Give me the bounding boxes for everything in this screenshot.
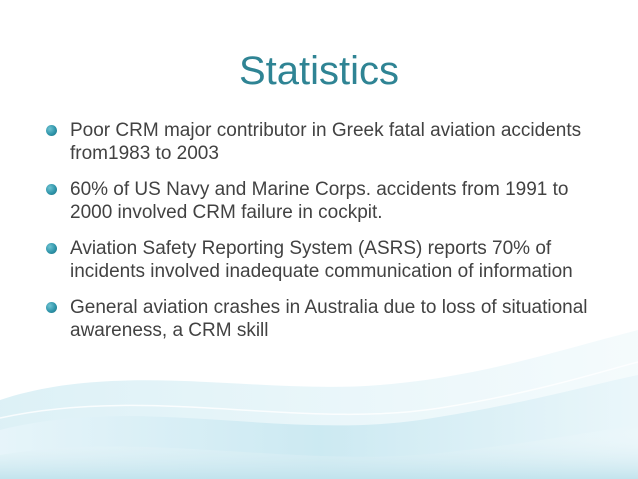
bullet-item-greek-accidents <box>46 119 606 165</box>
bullet-item-us-navy <box>46 178 606 224</box>
bullet-item-australia <box>46 296 606 342</box>
bullet-dot-icon <box>46 243 57 254</box>
bullet-dot-icon <box>46 302 57 313</box>
bullet-text: Poor CRM major contributor in Greek fatal aviation accidents from1983 to 2003 <box>70 120 582 164</box>
bullet-text: Aviation Safety Reporting System (ASRS) reports 70% of incidents involved inadequate communication of information <box>70 238 573 282</box>
bullet-list <box>46 119 606 355</box>
bullet-text: General aviation crashes in Australia due to loss of situational awareness, a CRM skill <box>70 297 588 341</box>
bullet-dot-icon <box>46 125 57 136</box>
bullet-text: 60% of US Navy and Marine Corps. accidents from 1991 to 2000 involved CRM failure in cockpit. <box>70 179 569 223</box>
slide-title: Statistics <box>238 49 400 93</box>
bullet-dot-icon <box>46 184 57 195</box>
bullet-item-asrs <box>46 237 606 283</box>
